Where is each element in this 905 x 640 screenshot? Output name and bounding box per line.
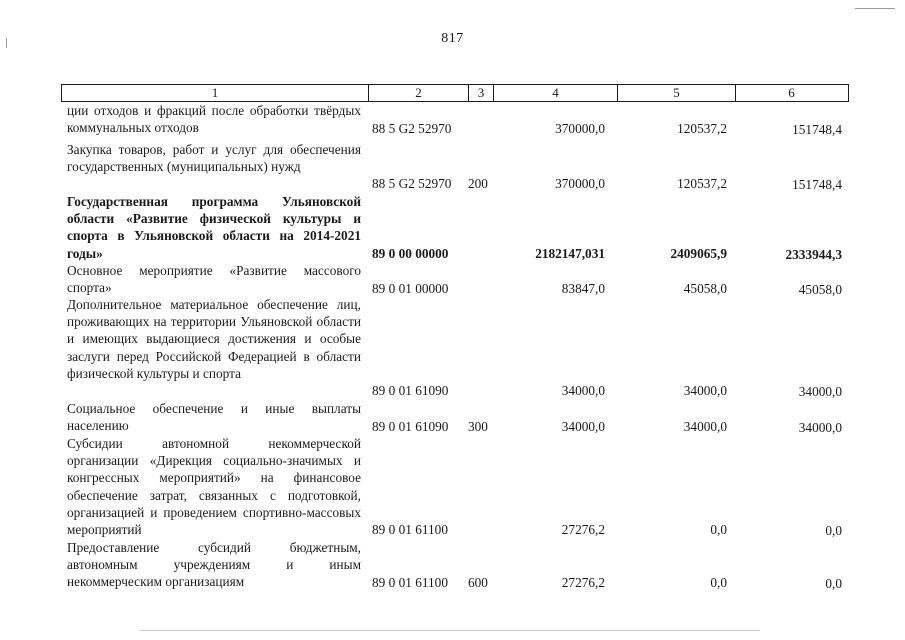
row-value-col5: 120537,2: [677, 121, 727, 136]
row-value-col4: 2182147,031: [535, 246, 605, 261]
row-value-col5: 45058,0: [683, 281, 727, 296]
row-code: 89 0 01 61090: [372, 383, 449, 398]
row-expense-type: 300: [468, 419, 488, 434]
column-header-4: 4: [494, 85, 618, 101]
row-value-col4: 83847,0: [561, 281, 605, 296]
row-value-col5: 0,0: [710, 522, 727, 537]
row-name: Субсидии автономной некоммерческой организации «Дирекция социально-значимых и конгрессных мероприятий» на финансовое обеспечение затрат, связанных с подготовкой, организацией и проведением спортивно-массовых мероприятий: [67, 436, 361, 538]
row-value-col6: 34000,0: [798, 384, 842, 399]
row-value-col4: 27276,2: [561, 522, 605, 537]
column-header-1: 1: [62, 85, 369, 101]
row-value-col5: 120537,2: [677, 176, 727, 191]
row-expense-type: 200: [468, 176, 488, 191]
row-code: 89 0 01 61100: [372, 522, 448, 537]
row-name: Дополнительное материальное обеспечение лиц, проживающих на территории Ульяновской области и имеющих выдающиеся достижения и особые заслуги перед Российской Федерацией в области физической культуры и спорта: [67, 297, 361, 381]
row-value-col6: 45058,0: [798, 282, 842, 297]
row-value-col4: 370000,0: [555, 176, 605, 191]
row-value-col4: 370000,0: [555, 121, 605, 136]
row-code: 88 5 G2 52970: [372, 176, 452, 191]
row-value-col6: 151748,4: [792, 122, 842, 137]
row-value-col6: 0,0: [825, 523, 842, 538]
row-value-col5: 34000,0: [683, 419, 727, 434]
column-header-row: [61, 84, 849, 102]
row-code: 89 0 01 00000: [372, 281, 449, 296]
row-name: Основное мероприятие «Развитие массового спорта»: [67, 263, 361, 296]
row-value-col5: 2409065,9: [670, 246, 727, 261]
row-name: Предоставление субсидий бюджетным, автономным учреждениям и иным некоммерческим организациям: [67, 540, 361, 590]
scan-mark: [6, 38, 7, 48]
column-header-2: 2: [369, 85, 469, 101]
row-value-col6: 2333944,3: [785, 247, 842, 262]
row-name: Закупка товаров, работ и услуг для обеспечения государственных (муниципальных) нужд: [67, 142, 361, 175]
row-name: ции отходов и фракций после обработки твёрдых коммунальных отходов: [67, 103, 361, 136]
column-header-3: 3: [469, 85, 494, 101]
page-number: 817: [441, 31, 464, 46]
column-header-5: 5: [618, 85, 736, 101]
row-code: 89 0 01 61100: [372, 575, 448, 590]
scan-mark: [140, 630, 760, 631]
row-expense-type: 600: [468, 575, 488, 590]
row-code: 89 0 01 61090: [372, 419, 449, 434]
row-value-col6: 0,0: [825, 576, 842, 591]
row-value-col4: 34000,0: [561, 383, 605, 398]
row-code: 88 5 G2 52970: [372, 121, 452, 136]
row-value-col5: 34000,0: [683, 383, 727, 398]
row-name: Социальное обеспечение и иные выплаты населению: [67, 401, 361, 434]
row-value-col6: 34000,0: [798, 420, 842, 435]
row-value-col4: 27276,2: [561, 575, 605, 590]
row-value-col4: 34000,0: [561, 419, 605, 434]
row-value-col6: 151748,4: [792, 177, 842, 192]
row-value-col5: 0,0: [710, 575, 727, 590]
row-code: 89 0 00 00000: [372, 246, 449, 261]
scan-mark: [855, 8, 895, 9]
row-name: Государственная программа Ульяновской области «Развитие физической культуры и спорта в Ульяновской области на 2014-2021 годы»: [67, 194, 361, 261]
column-header-6: 6: [788, 85, 795, 100]
